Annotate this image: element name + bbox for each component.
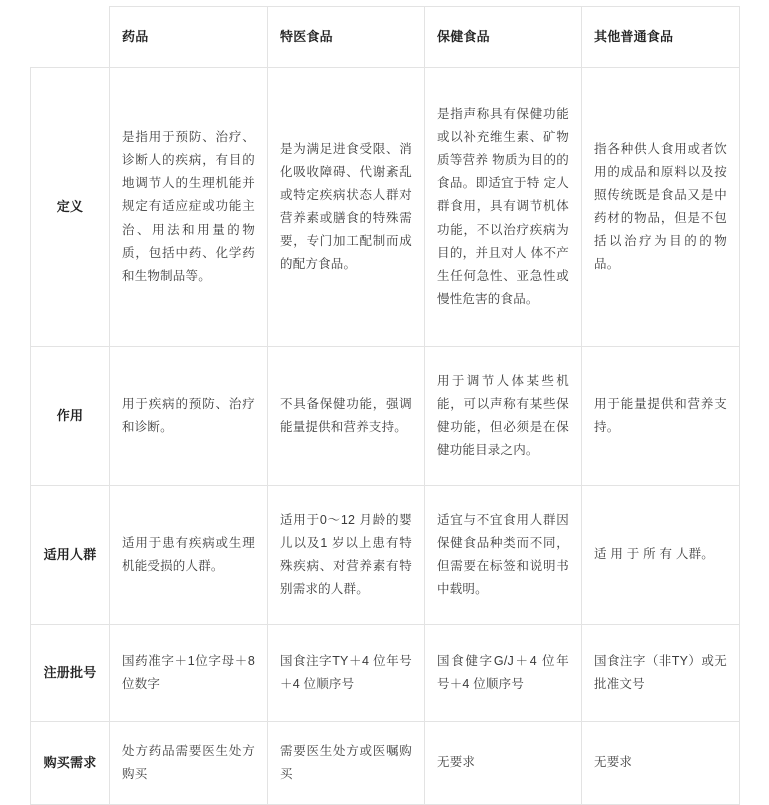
table-row — [31, 625, 740, 722]
cell-population-health-food: 适宜与不宜食用人群因保健食品种类而不同，但需要在标签和说明书中载明。 — [425, 486, 582, 625]
table-row — [31, 486, 740, 625]
row-header-registration-number: 注册批号 — [31, 625, 110, 722]
cell-definition-health-food: 是指声称具有保健功能或以补充维生素、矿物质等营养 物质为目的的食品。即适宜于特 定人群食用，具有调节机体功能，不以治疗疾病为目的，并且对人 体不产生任何急性、亚急性或慢性危害的食品。 — [425, 68, 582, 347]
cell-population-fsmp: 适用于0～12 月龄的婴儿以及1 岁以上患有特殊疾病、对营养素有特别需求的人群。 — [268, 486, 425, 625]
cell-population-other-food: 适 用 于 所 有 人群。 — [582, 486, 740, 625]
row-header-purchase-requirement: 购买需求 — [31, 722, 110, 805]
cell-definition-other-food: 指各种供人食用或者饮用的成品和原料以及按照传统既是食品又是中药材的物品，但是不包括以治疗为目的的物品。 — [582, 68, 740, 347]
column-header-fsmp: 特医食品 — [268, 7, 425, 68]
table-header-row — [31, 7, 740, 68]
row-header-definition: 定义 — [31, 68, 110, 347]
table-corner-cell — [31, 7, 110, 68]
cell-registration-drug: 国药准字＋1位字母＋8 位数字 — [110, 625, 268, 722]
row-header-effect: 作用 — [31, 347, 110, 486]
table-body — [31, 68, 740, 805]
cell-purchase-health-food: 无要求 — [425, 722, 582, 805]
cell-registration-fsmp: 国食注字TY＋4 位年号＋4 位顺序号 — [268, 625, 425, 722]
table-row — [31, 68, 740, 347]
row-header-target-population: 适用人群 — [31, 486, 110, 625]
cell-purchase-fsmp: 需要医生处方或医嘱购买 — [268, 722, 425, 805]
table-row — [31, 722, 740, 805]
column-header-other-food: 其他普通食品 — [582, 7, 740, 68]
cell-effect-drug: 用于疾病的预防、治疗和诊断。 — [110, 347, 268, 486]
cell-purchase-drug: 处方药品需要医生处方购买 — [110, 722, 268, 805]
cell-population-drug: 适用于患有疾病或生理机能受损的人群。 — [110, 486, 268, 625]
cell-definition-drug: 是指用于预防、治疗、诊断人的疾病，有目的地调节人的生理机能并规定有适应症或功能主治、用法和用量的物质，包括中药、化学药和生物制品等。 — [110, 68, 268, 347]
table-header — [31, 7, 740, 68]
cell-purchase-other-food: 无要求 — [582, 722, 740, 805]
cell-registration-other-food: 国食注字（非TY）或无批准文号 — [582, 625, 740, 722]
cell-effect-health-food: 用于调节人体某些机能，可以声称有某些保健功能，但必须是在保健功能目录之内。 — [425, 347, 582, 486]
cell-registration-health-food: 国食健字G/J＋4 位年号＋4 位顺序号 — [425, 625, 582, 722]
cell-effect-fsmp: 不具备保健功能，强调能量提供和营养支持。 — [268, 347, 425, 486]
column-header-health-food: 保健食品 — [425, 7, 582, 68]
product-comparison-table — [30, 6, 740, 805]
cell-definition-fsmp: 是为满足进食受限、消化吸收障碍、代谢紊乱或特定疾病状态人群对营养素或膳食的特殊需要，专门加工配制而成的配方食品。 — [268, 68, 425, 347]
table-row — [31, 347, 740, 486]
column-header-drug: 药品 — [110, 7, 268, 68]
cell-effect-other-food: 用于能量提供和营养支持。 — [582, 347, 740, 486]
